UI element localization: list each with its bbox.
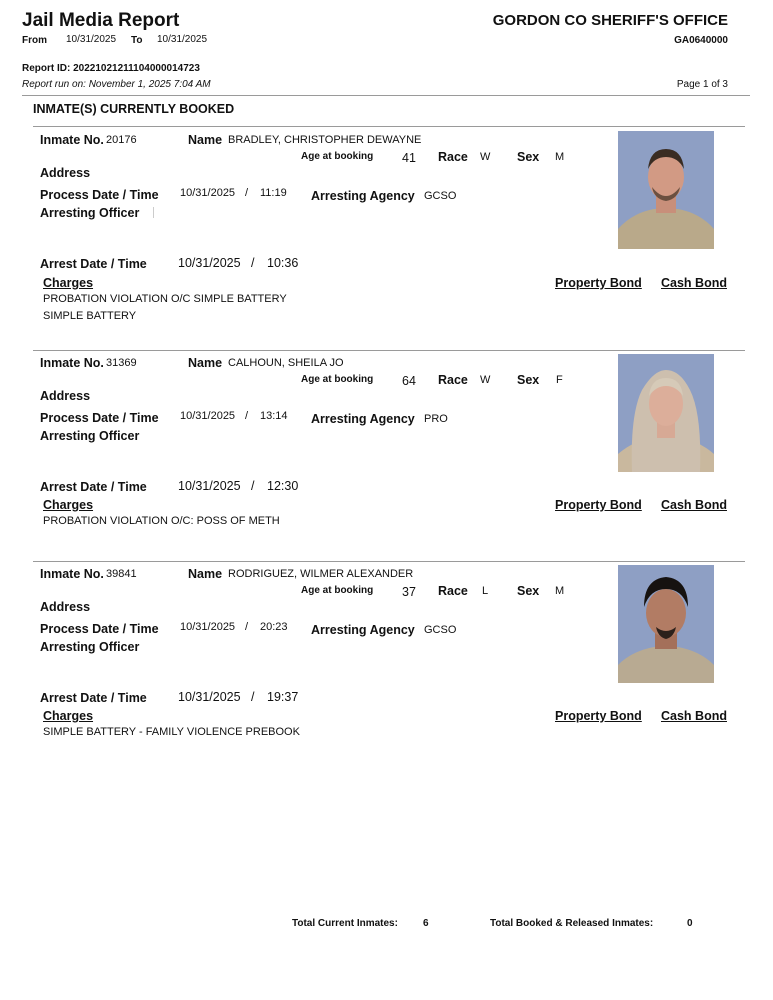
to-date: 10/31/2025 — [157, 34, 208, 45]
charges-label: Charges — [43, 276, 94, 290]
process-label: Process Date / Time — [40, 622, 159, 636]
section-title: INMATE(S) CURRENTLY BOOKED — [33, 102, 235, 116]
inmate-name: CALHOUN, SHEILA JO — [228, 357, 344, 369]
agency-label: Arresting Agency — [311, 189, 415, 203]
inmate-race: W — [480, 151, 491, 163]
address-label: Address — [40, 600, 91, 614]
inmate-number: 39841 — [106, 568, 137, 580]
inmate-sex: M — [555, 151, 565, 163]
inmate-age: 64 — [402, 374, 416, 388]
inmate-race: W — [480, 374, 491, 386]
cash-bond-label: Cash Bond — [661, 709, 727, 723]
age-label: Age at booking — [301, 151, 374, 162]
record-divider — [33, 350, 745, 351]
arrest-time: 10:36 — [267, 256, 299, 270]
arrest-date: 10/31/2025 — [178, 479, 241, 493]
inmate-number-label: Inmate No. — [40, 356, 104, 370]
agency-label: Arresting Agency — [311, 412, 415, 426]
arrest-label: Arrest Date / Time — [40, 691, 147, 705]
page-number: Page 1 of 3 — [676, 79, 728, 90]
inmate-number-label: Inmate No. — [40, 567, 104, 581]
to-label: To — [131, 35, 143, 46]
arresting-agency: PRO — [424, 413, 448, 425]
cash-bond-label: Cash Bond — [661, 498, 727, 512]
property-bond-label: Property Bond — [555, 276, 642, 290]
inmate-name: BRADLEY, CHRISTOPHER DEWAYNE — [228, 134, 422, 146]
total-released-value: 0 — [687, 918, 693, 929]
inmate-photo — [618, 354, 714, 472]
charge-item: PROBATION VIOLATION O/C SIMPLE BATTERY — [43, 293, 287, 305]
arrest-time: 19:37 — [267, 690, 299, 704]
arrest-time: 12:30 — [267, 479, 299, 493]
property-bond-label: Property Bond — [555, 709, 642, 723]
process-slash: / — [245, 410, 249, 422]
arresting-agency: GCSO — [424, 624, 457, 636]
inmate-age: 41 — [402, 151, 416, 165]
charges-label: Charges — [43, 498, 94, 512]
report-run-on: Report run on: November 1, 2025 7:04 AM — [22, 79, 211, 90]
inmate-photo — [618, 131, 714, 249]
sex-label: Sex — [517, 150, 540, 164]
charge-item: PROBATION VIOLATION O/C: POSS OF METH — [43, 515, 280, 527]
officer-label: Arresting Officer — [40, 429, 140, 443]
process-label: Process Date / Time — [40, 411, 159, 425]
report-id: Report ID: 20221021211104000014723 — [22, 63, 200, 74]
officer-label: Arresting Officer — [40, 640, 140, 654]
from-date: 10/31/2025 — [66, 34, 117, 45]
officer-value-mark — [153, 207, 154, 218]
property-bond-label: Property Bond — [555, 498, 642, 512]
total-current-label: Total Current Inmates: — [292, 918, 398, 929]
process-date: 10/31/2025 — [180, 621, 236, 633]
address-label: Address — [40, 389, 91, 403]
report-title: Jail Media Report — [22, 10, 180, 31]
inmate-sex: M — [555, 585, 565, 597]
process-time: 13:14 — [260, 410, 288, 422]
sex-label: Sex — [517, 584, 540, 598]
arrest-date: 10/31/2025 — [178, 690, 241, 704]
inmate-sex: F — [556, 374, 563, 386]
agency-label: Arresting Agency — [311, 623, 415, 637]
arrest-slash: / — [251, 690, 255, 704]
total-current-value: 6 — [423, 918, 429, 929]
process-time: 11:19 — [260, 187, 287, 199]
race-label: Race — [438, 373, 468, 387]
arrest-label: Arrest Date / Time — [40, 257, 147, 271]
arrest-slash: / — [251, 479, 255, 493]
charges-label: Charges — [43, 709, 94, 723]
process-label: Process Date / Time — [40, 188, 159, 202]
inmate-number-label: Inmate No. — [40, 133, 104, 147]
address-label: Address — [40, 166, 91, 180]
inmate-photo — [618, 565, 714, 683]
section-divider — [33, 126, 745, 127]
race-label: Race — [438, 584, 468, 598]
age-label: Age at booking — [301, 585, 374, 596]
name-label: Name — [188, 567, 223, 581]
inmate-age: 37 — [402, 585, 416, 599]
header-divider — [22, 95, 750, 96]
office-ori: GA0640000 — [674, 35, 728, 46]
office-name: GORDON CO SHERIFF'S OFFICE — [492, 12, 728, 29]
age-label: Age at booking — [301, 374, 374, 385]
arrest-date: 10/31/2025 — [178, 256, 241, 270]
inmate-number: 20176 — [106, 134, 137, 146]
process-slash: / — [245, 621, 249, 633]
from-label: From — [22, 35, 47, 46]
process-date: 10/31/2025 — [180, 187, 236, 199]
process-date: 10/31/2025 — [180, 410, 236, 422]
process-time: 20:23 — [260, 621, 288, 633]
sex-label: Sex — [517, 373, 540, 387]
name-label: Name — [188, 133, 223, 147]
charge-item: SIMPLE BATTERY - FAMILY VIOLENCE PREBOOK — [43, 726, 300, 738]
officer-label: Arresting Officer — [40, 206, 140, 220]
arresting-agency: GCSO — [424, 190, 457, 202]
total-released-label: Total Booked & Released Inmates: — [490, 918, 654, 929]
process-slash: / — [245, 187, 249, 199]
cash-bond-label: Cash Bond — [661, 276, 727, 290]
race-label: Race — [438, 150, 468, 164]
name-label: Name — [188, 356, 223, 370]
charge-item: SIMPLE BATTERY — [43, 310, 137, 322]
arrest-slash: / — [251, 256, 255, 270]
record-divider — [33, 561, 745, 562]
inmate-number: 31369 — [106, 357, 137, 369]
inmate-name: RODRIGUEZ, WILMER ALEXANDER — [228, 568, 414, 580]
arrest-label: Arrest Date / Time — [40, 480, 147, 494]
inmate-race: L — [482, 585, 489, 597]
